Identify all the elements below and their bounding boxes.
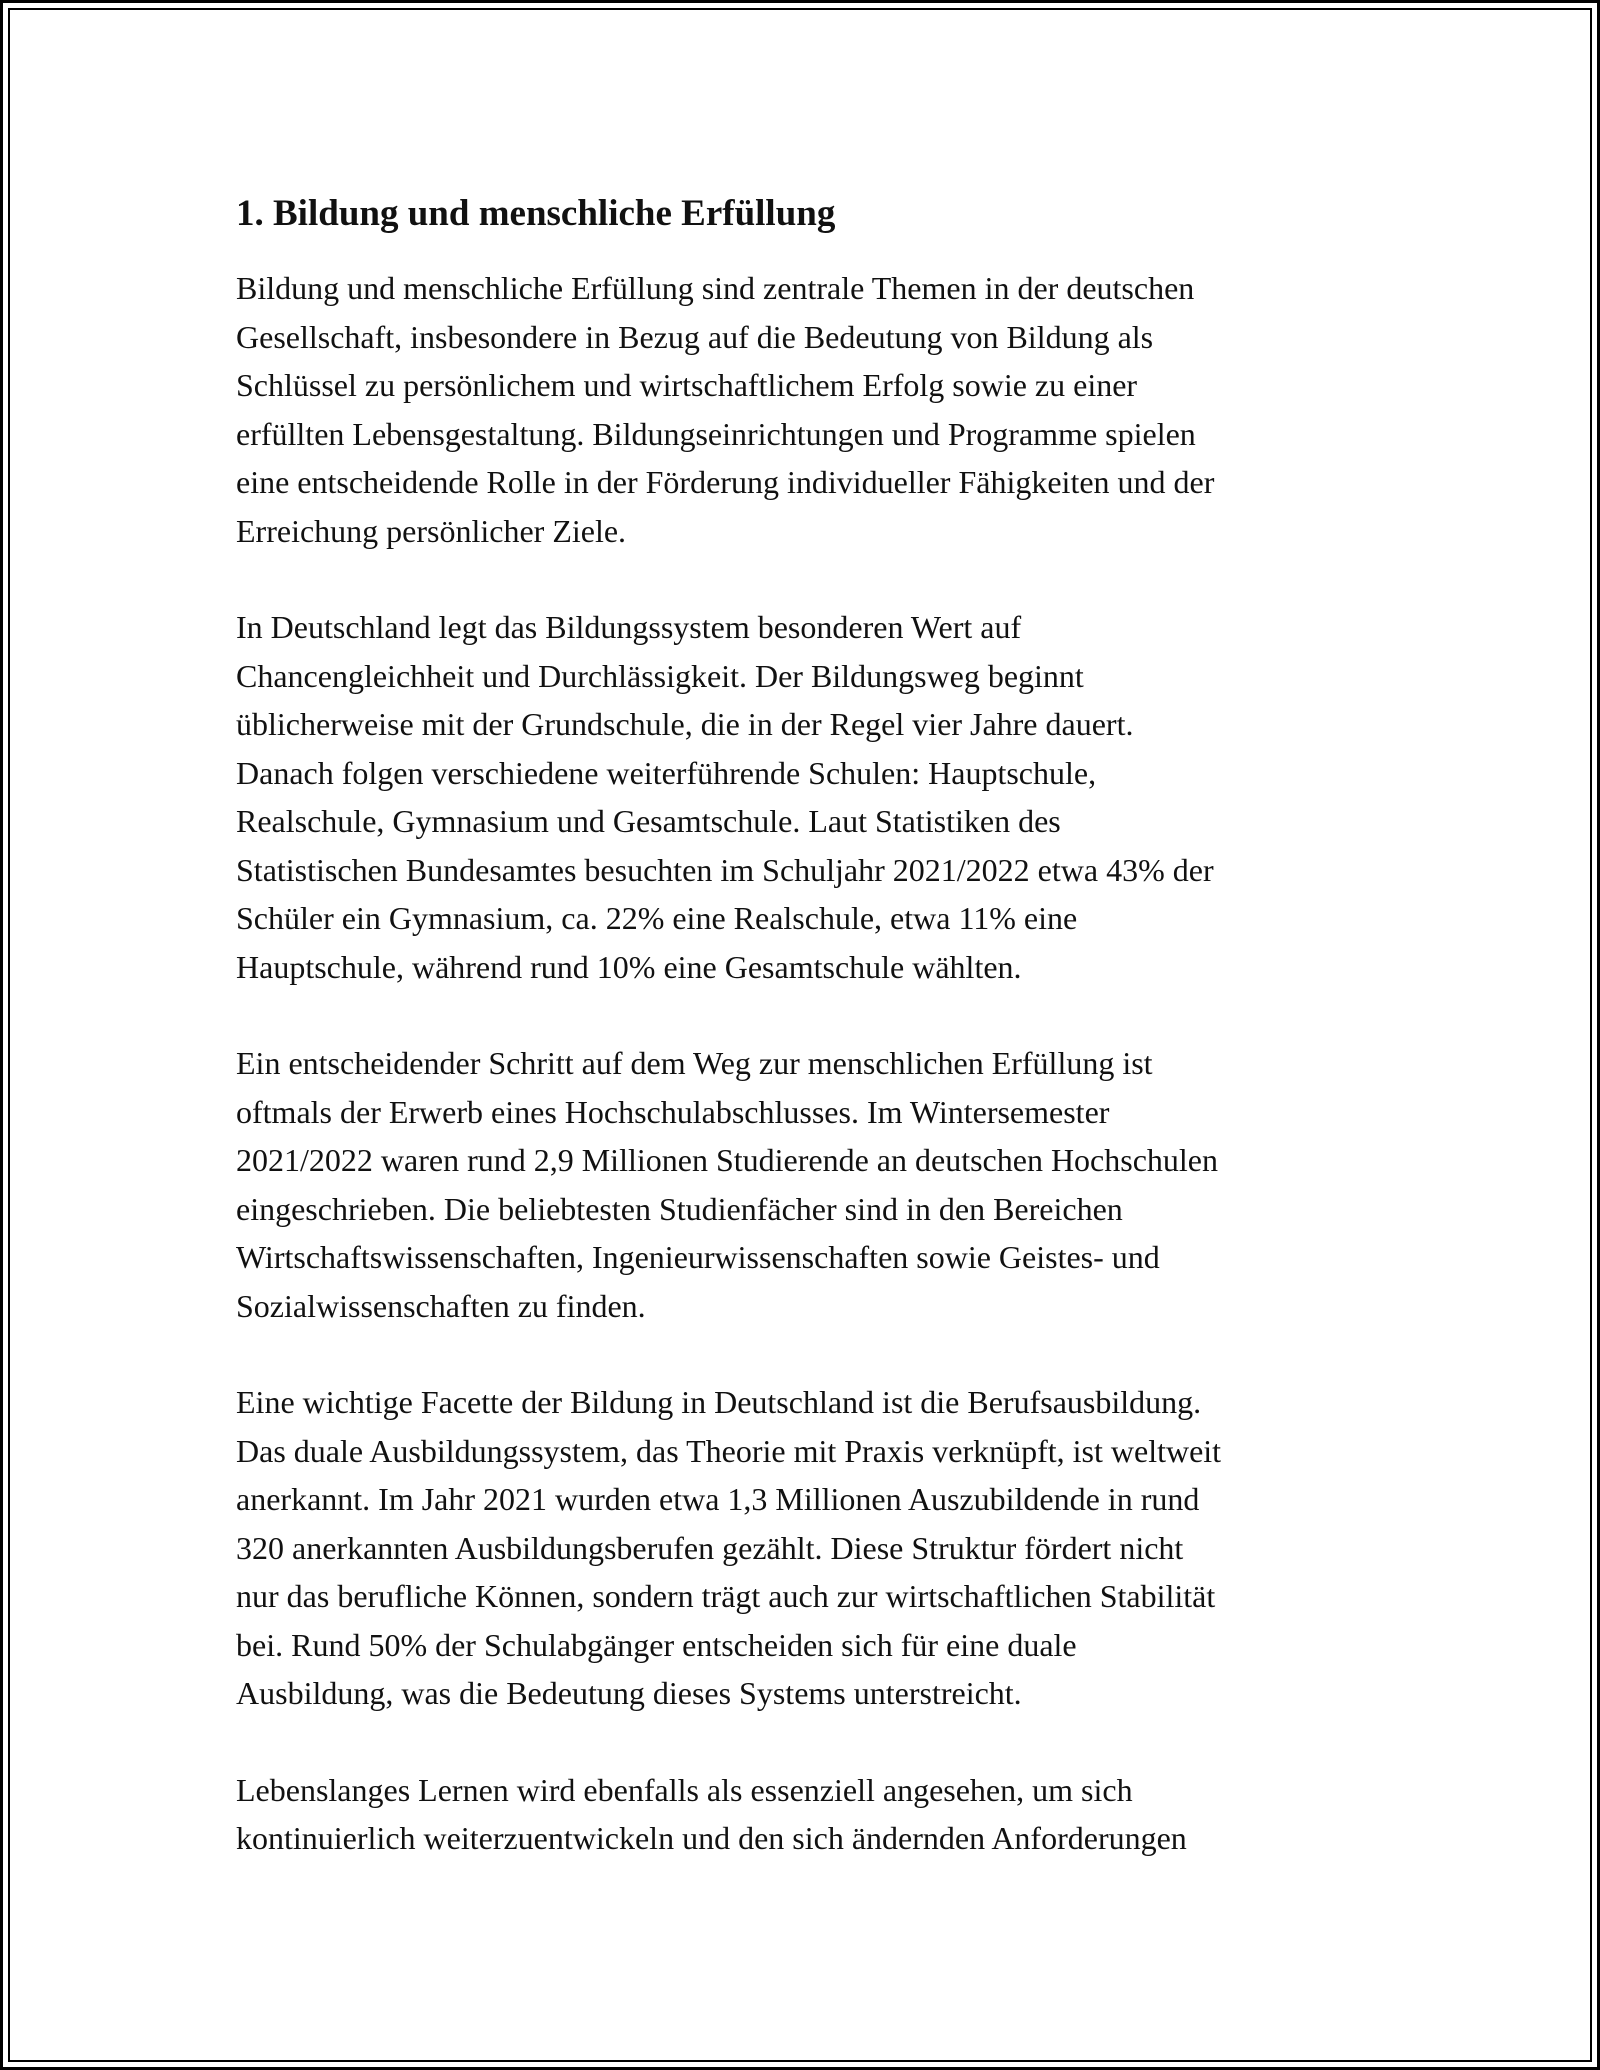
paragraph-4: Eine wichtige Facette der Bildung in Deutschland ist die Berufsausbildung. Das duale Ausbildungssystem, das Theorie mit Praxis verknüpft, ist weltweit anerkannt. Im Jahr 2021 wurden etwa 1,3 Millionen Auszubildende in rund 320 anerkannten Ausbildungsberufen gezählt. Diese Struktur fördert nicht nur das berufliche Können, sondern trägt auch zur wirtschaftlichen Stabilität bei. Rund 50% der Schulabgänger entscheiden sich für eine duale Ausbildung, was die Bedeutung dieses Systems unterstreicht. — [236, 1384, 1222, 1711]
document-body — [236, 186, 1376, 1911]
paragraph-1: Bildung und menschliche Erfüllung sind zentrale Themen in der deutschen Gesellschaft, insbesondere in Bezug auf die Bedeutung von Bildung als Schlüssel zu persönlichem und wirtschaftlichem Erfolg sowie zu einer erfüllten Lebensgestaltung. Bildungseinrichtungen und Programme spielen eine entscheidende Rolle in der Förderung individueller Fähigkeiten und der Erreichung persönlicher Ziele. — [236, 270, 1215, 549]
paragraph-5: Lebenslanges Lernen wird ebenfalls als essenziell angesehen, um sich kontinuierlich weiterzuentwickeln und den sich ändernden Anforderungen — [236, 1771, 1187, 1856]
paragraph-2: In Deutschland legt das Bildungssystem besonderen Wert auf Chancengleichheit und Durchlässigkeit. Der Bildungsweg beginnt üblicherweise mit der Grundschule, die in der Regel vier Jahre dauert. Danach folgen verschiedene weiterführende Schulen: Hauptschule, Realschule, Gymnasium und Gesamtschule. Laut Statistiken des Statistischen Bundesamtes besuchten im Schuljahr 2021/2022 etwa 43% der Schüler ein Gymnasium, ca. 22% eine Realschule, etwa 11% eine Hauptschule, während rund 10% eine Gesamtschule wählten. — [236, 609, 1214, 985]
section-title: 1. Bildung und menschliche Erfüllung — [236, 193, 836, 234]
paragraph-3: Ein entscheidender Schritt auf dem Weg zur menschlichen Erfüllung ist oftmals der Erwerb eines Hochschulabschlusses. Im Wintersemester 2021/2022 waren rund 2,9 Millionen Studierende an deutschen Hochschulen eingeschrieben. Die beliebtesten Studienfächer sind in den Bereichen Wirtschaftswissenschaften, Ingenieurwissenschaften sowie Geistes- und Sozialwissenschaften zu finden. — [236, 1045, 1218, 1324]
